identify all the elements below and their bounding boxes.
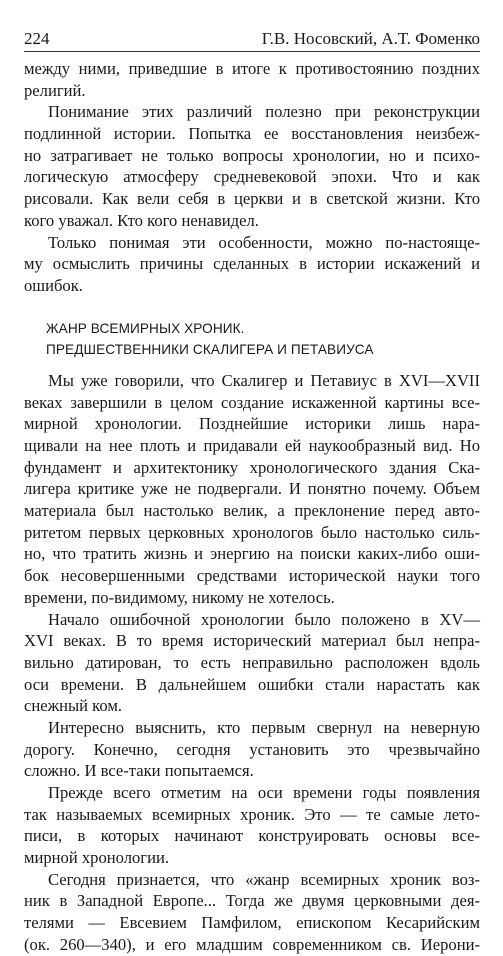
page-number: 224 — [24, 29, 50, 48]
text-line: снежный ком. — [24, 696, 122, 716]
text-line: Понимание этих различий полезно при реконструкции — [48, 102, 480, 122]
text-line: логическую атмосферу средневековой эпохи. Что и как — [24, 167, 480, 187]
section-spacing — [24, 297, 480, 318]
text-line: дорогу. Конечно, сегодня установить это чрезвычайно — [24, 739, 480, 759]
header-rule — [24, 51, 480, 52]
paragraph — [24, 717, 480, 782]
text-line: (ок. 260—340), и его младшим современником св. Иерони- — [24, 934, 480, 954]
paragraph — [24, 58, 480, 101]
text-line: му осмыслить причины сделанных в истории искажений и — [24, 254, 480, 274]
text-line: сложно. И все-таки попытаемся. — [24, 761, 254, 781]
text-line: Прежде всего отметим на оси времени годы появления — [48, 783, 480, 802]
section-heading-line: ЖАНР ВСЕМИРНЫХ ХРОНИК. — [46, 320, 245, 336]
text-line: XVI веках. В то время исторический материал был непра- — [24, 631, 480, 651]
paragraph — [24, 869, 480, 956]
text-line: религий. — [24, 80, 86, 100]
paragraph — [24, 101, 480, 231]
book-page — [24, 0, 480, 954]
heading-spacing — [24, 361, 480, 370]
paragraph — [24, 609, 480, 717]
text-line: щивали на нее плоть и придавали ей наукообразный вид. Но — [24, 436, 480, 455]
text-line: но затрагивает не только вопросы хронологии, но и психо- — [24, 145, 480, 165]
paragraph — [24, 232, 480, 297]
text-line: времени, по-видимому, никому не хотелось. — [24, 587, 335, 607]
text-line: ритетом первых церковных хронологов было настолько силь- — [24, 522, 480, 542]
text-line: рисовали. Как вели себя в церкви и в светской жизни. Кто — [24, 189, 480, 209]
section-heading — [24, 318, 480, 361]
text-line: между ними, приведшие в итоге к противостоянию поздних — [24, 59, 480, 78]
text-line: фундамент и архитектонику хронологического здания Ска- — [24, 457, 480, 477]
text-line: веках завершили в целом создание искаженной картины все- — [24, 392, 480, 412]
text-line: подлинной истории. Попытка ее восстановления неизбеж- — [24, 124, 480, 144]
body-text — [24, 58, 480, 956]
text-line: телями — Евсевием Памфилом, епископом Кесарийским — [24, 913, 480, 933]
paragraph — [24, 370, 480, 609]
text-line: Начало ошибочной хронологии было положено в XV— — [48, 609, 480, 629]
text-line: Только понимая эти особенности, можно по-настояще- — [48, 232, 480, 252]
running-header-authors: Г.В. Носовский, А.Т. Фоменко — [261, 29, 480, 48]
text-line: но, что тратить жизнь и энергию на поиски каких-либо оши- — [24, 544, 480, 564]
text-line: писи, в которых начинают конструировать основы все- — [24, 826, 480, 846]
text-line: лигера критике уже не подвергали. И понятно почему. Объем — [24, 479, 480, 499]
paragraph — [24, 782, 480, 869]
text-line: Интересно выяснить, кто первым свернул на неверную — [48, 717, 480, 737]
text-line: Сегодня признается, что «жанр всемирных хроник воз- — [48, 869, 480, 889]
text-line: мирной хронологии. — [24, 848, 170, 868]
text-line: так называемых всемирных хроник. Это — те самые лето- — [24, 804, 480, 824]
text-line: бок несовершенными средствами исторической науки того — [24, 566, 480, 586]
text-line: ник в Западной Европе... Тогда же двумя церковными дея- — [24, 891, 480, 911]
text-line: кого уважал. Кто кого ненавидел. — [24, 210, 259, 230]
text-line: вильно датирован, то есть неправильно расположен вдоль — [24, 652, 480, 672]
text-line: ошибок. — [24, 275, 83, 295]
text-line: материала был настолько велик, а преклонение перед авто- — [24, 501, 480, 521]
text-line: мирной хронологии. Позднейшие историки лишь нара- — [24, 414, 480, 434]
section-heading-line: ПРЕДШЕСТВЕННИКИ СКАЛИГЕРА И ПЕТАВИУСА — [46, 342, 374, 358]
text-line: оси времени. В дальнейшем ошибки стали нарастать как — [24, 674, 480, 694]
text-line: Мы уже говорили, что Скалигер и Петавиус в XVI—XVII — [48, 370, 480, 390]
